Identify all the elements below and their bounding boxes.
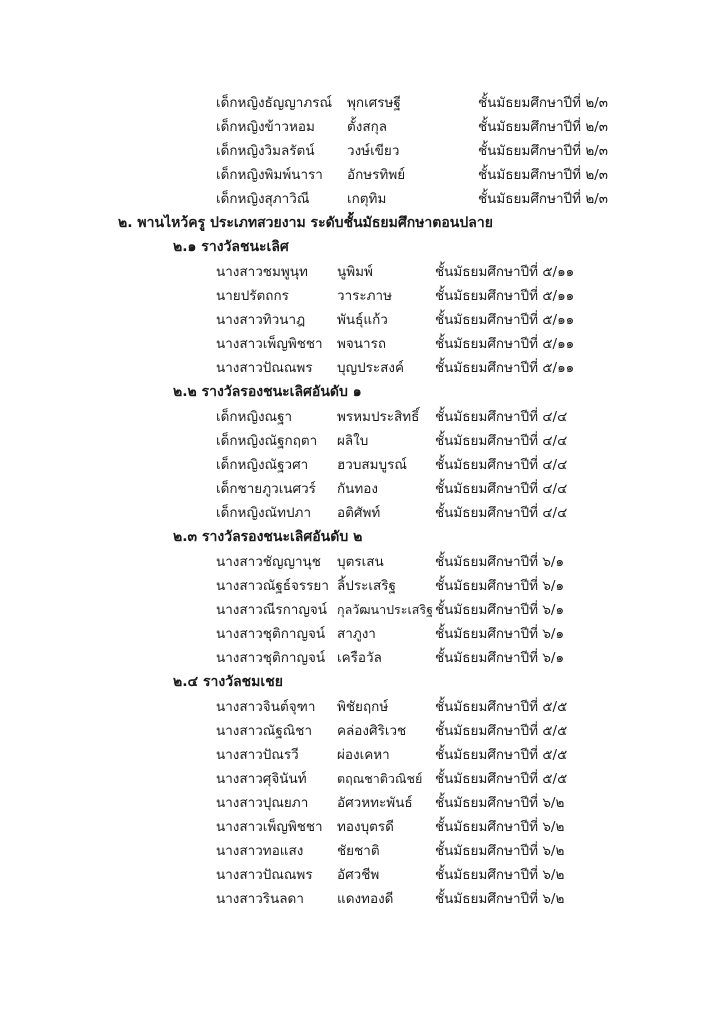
grade: ชั้นมัธยมศึกษาปีที่ ๕/๑๑ xyxy=(435,360,575,376)
last-name: ตฤณชาติวณิชย์ xyxy=(337,771,423,786)
last-name: ลิ้ประเสริฐ xyxy=(337,578,396,594)
first-name: นางสาวรินลดา xyxy=(216,891,304,907)
last-name: คล่องศิริเวช xyxy=(337,723,407,739)
grade: ชั้นมัธยมศึกษาปีที่ ๒/๓ xyxy=(478,143,608,159)
first-name: นางสาวณัฐณิชา xyxy=(216,723,313,739)
last-name: ผลิใบ xyxy=(337,433,369,449)
last-name: วงษ์เขียว xyxy=(347,143,400,159)
grade: ชั้นมัธยมศึกษาปีที่ ๕/๕ xyxy=(435,771,568,787)
section-title: ๒.๓ รางวัลรองชนะเลิศอันดับ ๒ xyxy=(173,529,363,545)
first-name: นางสาวชุติกาญจน์ xyxy=(216,650,326,666)
first-name: นางสาวชุติกาญจน์ xyxy=(216,626,326,642)
first-name: นางสาวเพ็ญพิชชา xyxy=(216,336,323,352)
last-name: พจนารถ xyxy=(337,336,387,352)
grade: ชั้นมัธยมศึกษาปีที่ ๖/๑ xyxy=(435,602,565,618)
grade: ชั้นมัธยมศึกษาปีที่ ๖/๒ xyxy=(435,843,565,859)
grade: ชั้นมัธยมศึกษาปีที่ ๕/๑๑ xyxy=(435,288,575,304)
grade: ชั้นมัธยมศึกษาปีที่ ๖/๒ xyxy=(435,819,565,835)
first-name: นางสาวชัญญานุช xyxy=(216,554,321,570)
grade: ชั้นมัธยมศึกษาปีที่ ๒/๓ xyxy=(478,119,608,135)
last-name: เกตุทิม xyxy=(347,191,387,207)
last-name: แดงทองดี xyxy=(337,891,394,907)
grade: ชั้นมัธยมศึกษาปีที่ ๖/๑ xyxy=(435,650,565,666)
first-name: เด็กหญิงธัญญาภรณ์ xyxy=(216,95,333,111)
last-name: อัศวชีพ xyxy=(337,867,380,883)
last-name: อติศัพท์ xyxy=(337,505,381,521)
last-name: อัศวหทะพันธ์ xyxy=(337,795,413,811)
section-title: ๒.๒ รางวัลรองชนะเลิศอันดับ ๑ xyxy=(173,384,362,400)
last-name: สาภูงา xyxy=(337,626,376,642)
first-name: เด็กหญิงสุภาวิณี xyxy=(216,191,310,207)
first-name: นางสาวศุจินันท์ xyxy=(216,771,307,787)
grade: ชั้นมัธยมศึกษาปีที่ ๔/๔ xyxy=(435,481,568,497)
last-name: พิชัยฤกษ์ xyxy=(337,699,389,715)
first-name: นางสาวปัณณพร xyxy=(216,867,313,883)
first-name: นางสาวปัณณพร xyxy=(216,360,313,376)
grade: ชั้นมัธยมศึกษาปีที่ ๕/๕ xyxy=(435,723,568,739)
last-name: อักษรทิพย์ xyxy=(347,167,406,183)
grade: ชั้นมัธยมศึกษาปีที่ ๕/๑๑ xyxy=(435,336,575,352)
last-name: พุกเศรษฐี xyxy=(347,95,401,111)
last-name: บุตรเสน xyxy=(337,554,384,570)
grade: ชั้นมัธยมศึกษาปีที่ ๔/๔ xyxy=(435,433,568,449)
first-name: เด็กหญิงข้าวหอม xyxy=(216,119,315,135)
last-name: ผ่องเคหา xyxy=(337,747,390,763)
grade: ชั้นมัธยมศึกษาปีที่ ๔/๔ xyxy=(435,457,568,473)
grade: ชั้นมัธยมศึกษาปีที่ ๖/๑ xyxy=(435,626,565,642)
last-name: พรหมประสิทธิ์ xyxy=(337,409,420,425)
last-name: กันทอง xyxy=(337,481,379,497)
last-name: ชัยชาติ xyxy=(337,843,380,859)
grade: ชั้นมัธยมศึกษาปีที่ ๕/๑๑ xyxy=(435,264,575,280)
grade: ชั้นมัธยมศึกษาปีที่ ๕/๕ xyxy=(435,747,568,763)
first-name: เด็กหญิงพิมพ์นารา xyxy=(216,167,323,183)
first-name: นางสาวปุณยภา xyxy=(216,795,309,811)
last-name: กุลวัฒนาประเสริฐ xyxy=(337,602,433,617)
last-name: ฮวบสมบูรณ์ xyxy=(337,457,407,473)
grade: ชั้นมัธยมศึกษาปีที่ ๖/๑ xyxy=(435,554,565,570)
grade: ชั้นมัธยมศึกษาปีที่ ๕/๕ xyxy=(435,699,568,715)
first-name: นางสาวเพ็ญพิชชา xyxy=(216,819,323,835)
last-name: วาระภาษ xyxy=(337,288,393,304)
last-name: บุญประสงค์ xyxy=(337,360,405,376)
grade: ชั้นมัธยมศึกษาปีที่ ๒/๓ xyxy=(478,191,608,207)
main-heading: ๒. พานไหว้ครู ประเภทสวยงาม ระดับชั้นมัธยมศึกษาตอนปลาย xyxy=(118,215,493,231)
first-name: นางสาวทิวนาฎ xyxy=(216,312,306,328)
grade: ชั้นมัธยมศึกษาปีที่ ๖/๒ xyxy=(435,867,565,883)
grade: ชั้นมัธยมศึกษาปีที่ ๔/๔ xyxy=(435,409,568,425)
grade: ชั้นมัธยมศึกษาปีที่ ๒/๓ xyxy=(478,167,608,183)
first-name: นางสาวจินต์จุฑา xyxy=(216,699,316,715)
last-name: ทองบุตรดี xyxy=(337,819,394,835)
grade: ชั้นมัธยมศึกษาปีที่ ๖/๑ xyxy=(435,578,565,594)
first-name: นางสาวณัฐธ์จรรยา xyxy=(216,578,329,594)
last-name: เครือวัล xyxy=(337,650,382,666)
last-name: นูพิมพ์ xyxy=(337,264,373,280)
grade: ชั้นมัธยมศึกษาปีที่ ๖/๒ xyxy=(435,795,565,811)
grade: ชั้นมัธยมศึกษาปีที่ ๔/๔ xyxy=(435,505,568,521)
first-name: นายปรัตถกร xyxy=(216,288,289,304)
first-name: เด็กหญิงวิมลรัตน์ xyxy=(216,143,315,159)
section-title: ๒.๑ รางวัลชนะเลิศ xyxy=(173,239,289,255)
first-name: นางสาวชมพูนุท xyxy=(216,264,308,280)
last-name: พันธุ์แก้ว xyxy=(337,312,388,328)
first-name: เด็กหญิงณัฐกฤตา xyxy=(216,433,318,449)
first-name: นางสาวทอแสง xyxy=(216,843,304,859)
grade: ชั้นมัธยมศึกษาปีที่ ๖/๒ xyxy=(435,891,565,907)
first-name: นางสาวปัณรวี xyxy=(216,747,299,763)
section-title: ๒.๔ รางวัลชมเชย xyxy=(173,674,283,690)
first-name: เด็กชายภูวเนศวร์ xyxy=(216,481,316,497)
first-name: เด็กหญิงณัฐวศา xyxy=(216,457,309,473)
first-name: นางสาวณีรกาญจน์ xyxy=(216,602,327,618)
grade: ชั้นมัธยมศึกษาปีที่ ๒/๓ xyxy=(478,95,608,111)
grade: ชั้นมัธยมศึกษาปีที่ ๕/๑๑ xyxy=(435,312,575,328)
first-name: เด็กหญิงณัทปภา xyxy=(216,505,312,521)
last-name: ตั้งสกุล xyxy=(347,119,388,135)
first-name: เด็กหญิงณฐา xyxy=(216,409,293,425)
